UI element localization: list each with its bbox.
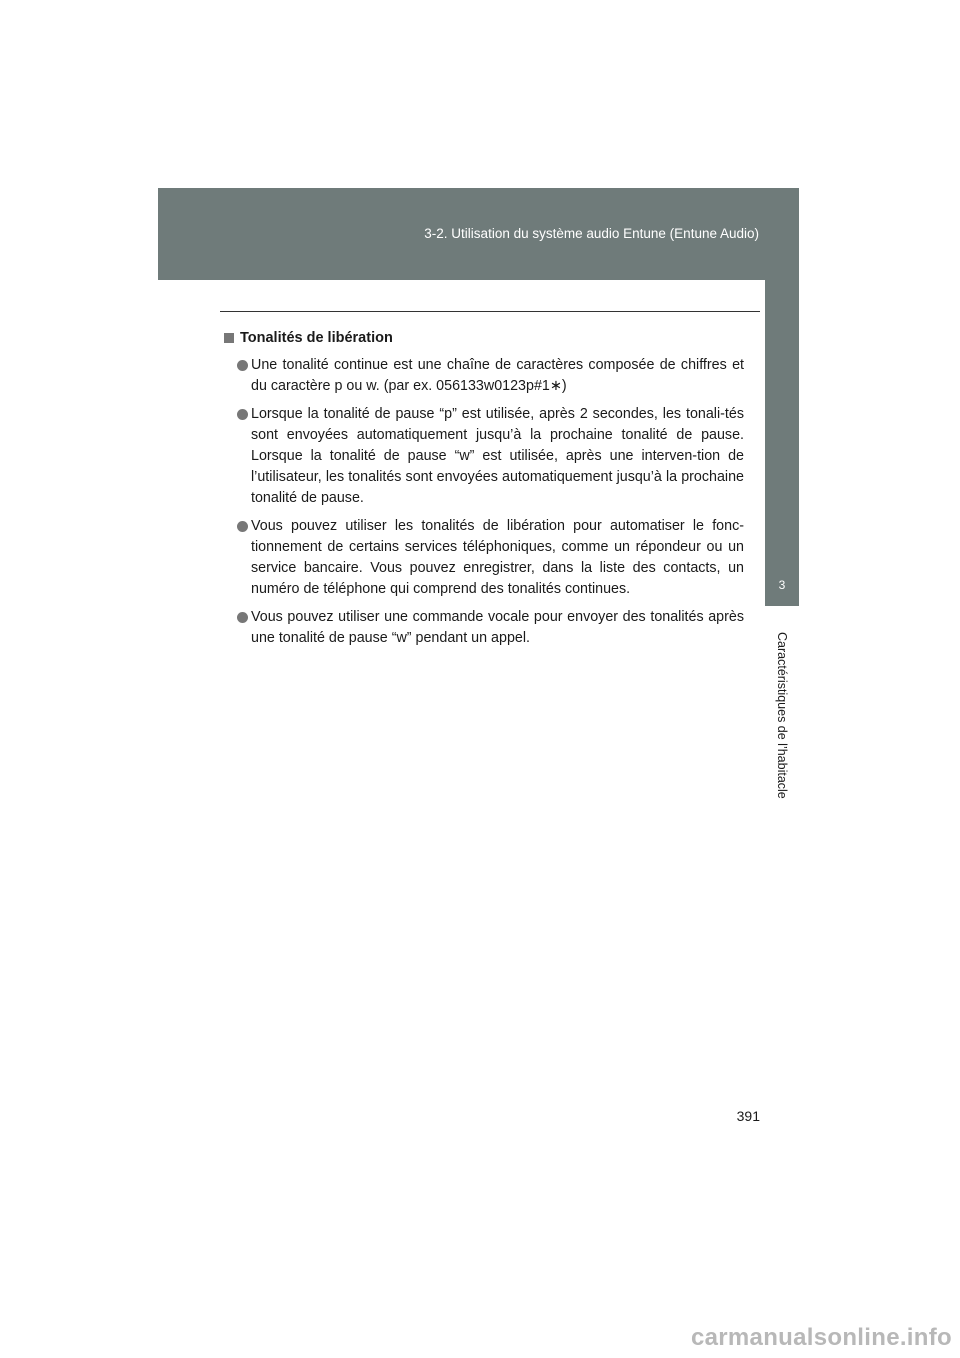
chapter-tab: [765, 280, 799, 606]
bullet-list: [224, 355, 744, 649]
list-item: [224, 404, 744, 509]
section-heading-text: Tonalités de libération: [240, 330, 393, 346]
section-heading: [224, 328, 744, 348]
square-bullet-icon: [224, 333, 234, 343]
list-item-text: Vous pouvez utiliser une commande vocale pour envoyer des tonalités après une tonalité de pause “w” pendant un appel.: [251, 609, 744, 646]
circle-bullet-icon: [237, 521, 248, 532]
chapter-number: 3: [778, 578, 786, 592]
header-section-title: 3-2. Utilisation du système audio Entune (Entune Audio): [424, 226, 759, 241]
list-item: [224, 607, 744, 649]
page-number: 391: [736, 1108, 760, 1124]
circle-bullet-icon: [237, 409, 248, 420]
list-item-text: Vous pouvez utiliser les tonalités de libération pour automatiser le fonc-tionnement de certains services téléphoniques, comme un répondeur ou un service bancaire. Vous pouvez enregistrer, dans la liste des contacts, un numéro de téléphone qui comprend des tonalités continues.: [251, 518, 744, 597]
chapter-label: Caractéristiques de l’habitacle: [775, 632, 789, 799]
circle-bullet-icon: [237, 612, 248, 623]
list-item-text: Une tonalité continue est une chaîne de caractères composée de chiffres et du caractère p ou w. (par ex. 056133w0123p#1∗): [251, 357, 744, 394]
list-item: [224, 516, 744, 600]
section-divider: [220, 311, 760, 312]
header-band: [158, 188, 799, 280]
circle-bullet-icon: [237, 360, 248, 371]
list-item-text: Lorsque la tonalité de pause “p” est utilisée, après 2 secondes, les tonali-tés sont envoyées automatiquement jusqu’à la prochaine tonalité de pause. Lorsque la tonalité de pause “w” est utilisée, après une interven-tion de l’utilisateur, les tonalités sont envoyées automatiquement jusqu’à la prochaine tonalité de pause.: [251, 406, 744, 506]
main-content: [224, 328, 744, 656]
watermark: carmanualsonline.info: [690, 1324, 952, 1351]
list-item: [224, 355, 744, 397]
